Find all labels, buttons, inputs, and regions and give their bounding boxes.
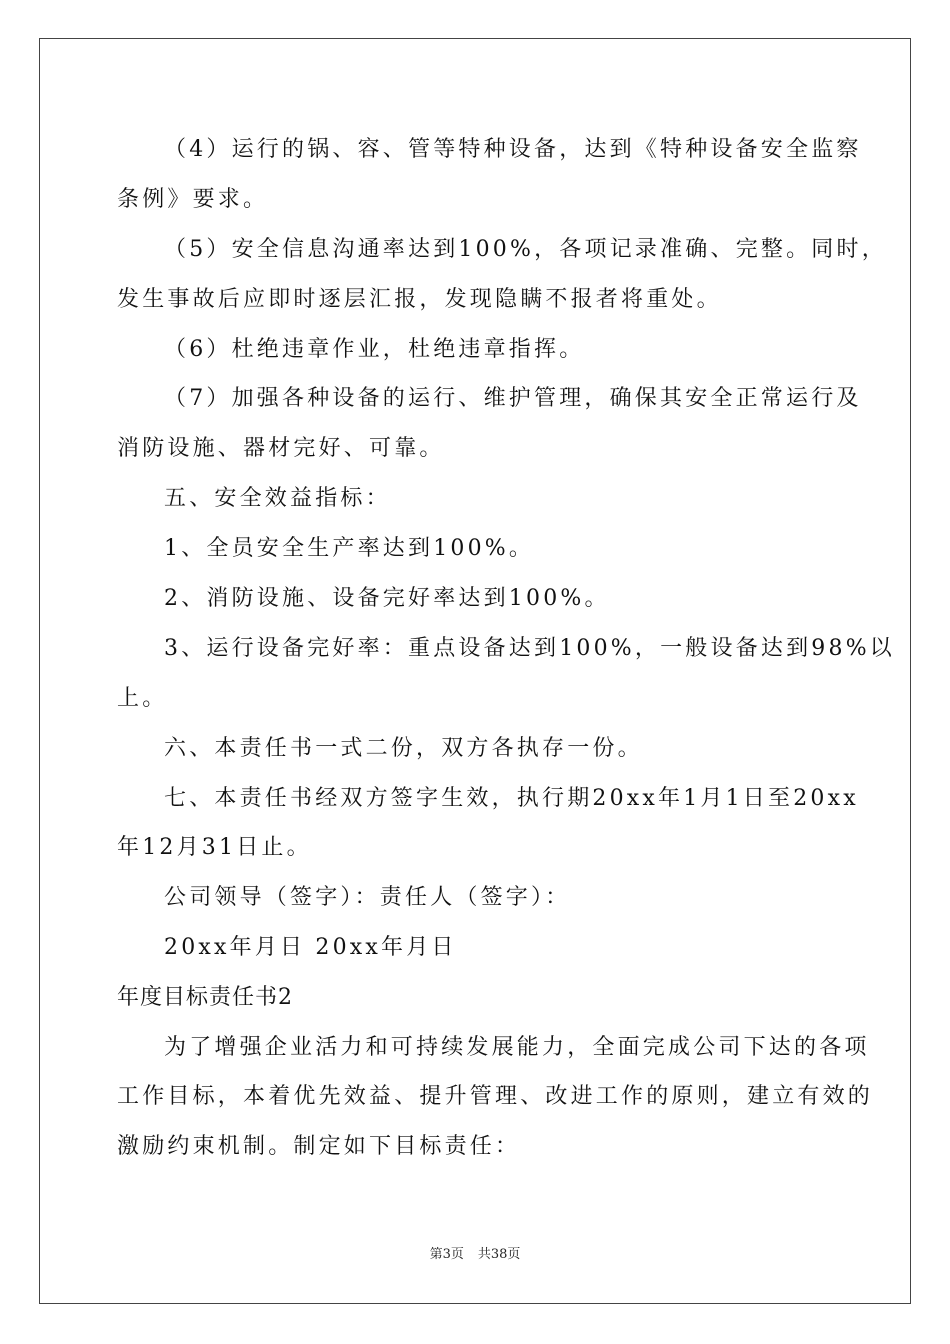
signature-date-line: 20xx年月日 20xx年月日	[164, 935, 457, 960]
paragraph-line: （7）加强各种设备的运行、维护管理，确保其安全正常运行及	[164, 386, 862, 411]
paragraph-line: （6）杜绝违章作业，杜绝违章指挥。	[164, 337, 585, 362]
paragraph-line: （4）运行的锅、容、管等特种设备，达到《特种设备安全监察	[164, 137, 862, 162]
paragraph-line: （5）安全信息沟通率达到100%，各项记录准确、完整。同时，	[164, 237, 887, 262]
page-border	[39, 38, 911, 1304]
paragraph-line: 工作目标，本着优先效益、提升管理、改进工作的原则，建立有效的	[117, 1084, 874, 1109]
page-footer	[0, 1247, 950, 1263]
paragraph-line: 激励约束机制。制定如下目标责任：	[117, 1134, 521, 1159]
paragraph-line: 发生事故后应即时逐层汇报，发现隐瞒不报者将重处。	[117, 287, 722, 312]
paragraph-line: 条例》要求。	[117, 187, 269, 212]
paragraph-line: 1、全员安全生产率达到100%。	[164, 536, 535, 561]
paragraph-line: 上。	[117, 686, 168, 711]
paragraph-line: 六、本责任书一式二份，双方各执存一份。	[164, 736, 643, 761]
paragraph-line: 3、运行设备完好率：重点设备达到100%，一般设备达到98%以	[164, 636, 895, 661]
paragraph-line: 七、本责任书经双方签字生效，执行期20xx年1月1日至20xx	[164, 786, 859, 811]
paragraph-line: 消防设施、器材完好、可靠。	[117, 436, 445, 461]
page-number: 第3页	[429, 1247, 464, 1262]
paragraph-line: 年12月31日止。	[117, 835, 312, 860]
section-heading: 五、安全效益指标：	[164, 486, 391, 511]
paragraph-line: 为了增强企业活力和可持续发展能力，全面完成公司下达的各项	[164, 1035, 870, 1060]
page-total: 共38页	[477, 1247, 521, 1262]
document-subtitle: 年度目标责任书2	[117, 985, 293, 1010]
paragraph-line: 2、消防设施、设备完好率达到100%。	[164, 586, 610, 611]
signature-label-line: 公司领导（签字）：责任人（签字）：	[164, 885, 571, 910]
